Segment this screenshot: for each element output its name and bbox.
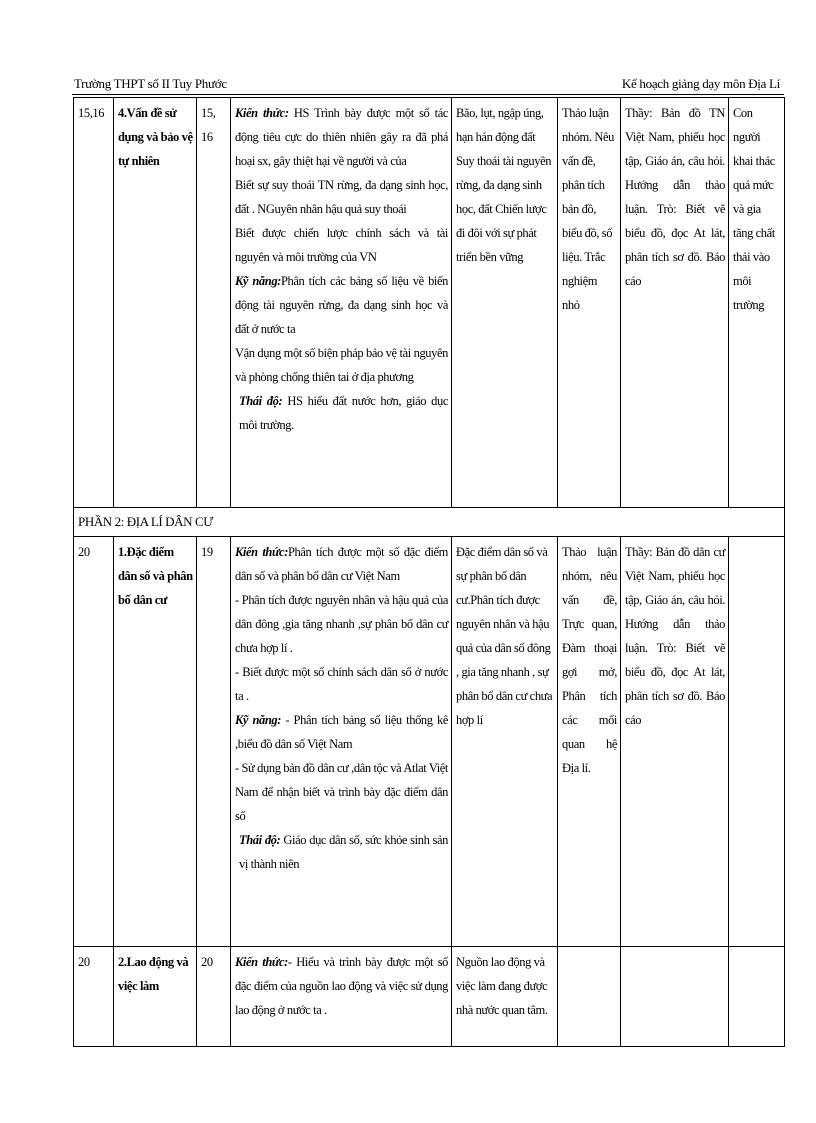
header-divider — [72, 94, 784, 95]
skill-label: Kỹ năng: — [235, 274, 281, 288]
knowledge-text: - Phân tích được nguyên nhân và hậu quả của dân đông ,gia tăng nhanh ,sự phân bố dân cư chưa hợp lí . — [235, 593, 448, 655]
knowledge-text: Phân tích được một số đặc điểm dân số và phân bố dân cư Việt Nam — [235, 545, 448, 583]
equipment-cell: Thầy: Bản đồ dân cư Việt Nam, phiếu học tập, Giáo án, câu hỏi. Hướng dẫn thảo luận. Trò: Biết vẽ biểu đồ, đọc At lát, phân tích sơ đồ. Báo cáo — [621, 537, 729, 947]
objectives-cell — [231, 98, 452, 508]
attitude-text: Giáo dục dân số, sức khỏe sinh sản vị thành niên — [239, 833, 448, 871]
attitude-label: Thái độ: — [239, 394, 283, 408]
content-cell: Bão, lụt, ngập úng, hạn hán động đất Suy thoái tài nguyên rừng, đa dạng sinh học, đất Chiến lược đi đôi với sự phát triển bền vững — [452, 98, 558, 508]
periods-cell: 15, 16 — [197, 98, 231, 508]
section-title: PHẦN 2: ĐỊA LÍ DÂN CƯ — [74, 508, 785, 537]
periods-cell: 19 — [197, 537, 231, 947]
table-row — [74, 537, 785, 947]
content-cell: Nguồn lao động và việc làm đang được nhà nước quan tâm. — [452, 947, 558, 1047]
school-name: Trường THPT số II Tuy Phước — [74, 76, 227, 91]
method-cell: Thảo luận nhóm. Nêu vấn đề, phân tích bản đồ, biểu đồ, số liệu. Trắc nghiệm nhỏ — [558, 98, 621, 508]
skill-text: Vận dụng một số biện pháp bảo vệ tài nguyên và phòng chống thiên tai ở địa phương — [235, 346, 448, 384]
week-cell: 15,16 — [74, 98, 114, 508]
objectives-cell — [231, 537, 452, 947]
integration-cell: Con người khai thác quá mức và gia tăng chất thải vào môi trường — [729, 98, 785, 508]
table-row — [74, 98, 785, 508]
equipment-cell: Thầy: Bản đồ TN Việt Nam, phiếu học tập, Giáo án, câu hỏi. Hướng dẫn thảo luận. Trò: Biết vẽ biểu đồ, đọc At lát, phân tích sơ đồ. Báo cáo — [621, 98, 729, 508]
knowledge-text: - Biết được một số chính sách dân số ở nước ta . — [235, 665, 448, 703]
attitude-label: Thái độ: — [239, 833, 281, 847]
knowledge-label: Kiến thức: — [235, 106, 289, 120]
integration-cell — [729, 947, 785, 1047]
content-cell: Đặc điểm dân số và sự phân bố dân cư.Phân tích được nguyên nhân và hậu quả của dân số đông , gia tăng nhanh , sự phân bố dân cư chưa hợp lí — [452, 537, 558, 947]
table-row — [74, 947, 785, 1047]
week-cell: 20 — [74, 537, 114, 947]
lesson-plan-table — [73, 97, 785, 1047]
skill-text: - Sử dụng bản đồ dân cư ,dân tộc và Atlat Việt Nam để nhận biết và trình bày đặc điểm dân số — [235, 761, 448, 823]
topic-cell: 2.Lao động và việc làm — [114, 947, 197, 1047]
topic-cell: 1.Đặc điểm dân số và phân bố dân cư — [114, 537, 197, 947]
knowledge-label: Kiến thức: — [235, 545, 288, 559]
topic-cell: 4.Vấn đề sử dụng và bảo vệ tự nhiên — [114, 98, 197, 508]
knowledge-text: Biết được chiến lược chính sách và tài nguyên và môi trường của VN — [235, 226, 448, 264]
knowledge-text: HS Trình bày được một số tác động tiêu cực do thiên nhiên gây ra đã phá hoại sx, gây thiệt hại về người và của — [235, 106, 449, 168]
periods-cell: 20 — [197, 947, 231, 1047]
knowledge-text: Biết sự suy thoái TN rừng, đa dạng sinh học, đất . NGuyên nhân hậu quả suy thoái — [235, 178, 448, 216]
integration-cell — [729, 537, 785, 947]
skill-text: Phân tích các bảng số liệu về biến động tài nguyên rừng, đa dạng sinh học và đất ở nước ta — [235, 274, 448, 336]
document-title: Kế hoạch giảng dạy môn Địa Lí — [621, 76, 780, 91]
objectives-cell — [231, 947, 452, 1047]
attitude-text: HS hiểu đất nước hơn, giáo dục môi trường. — [239, 394, 449, 432]
method-cell: Thảo luận nhóm, nêu vấn đề, Trực quan, Đàm thoại gợi mở, Phân tích các mối quan hệ Địa lí. — [558, 537, 621, 947]
week-cell: 20 — [74, 947, 114, 1047]
section-row — [74, 508, 785, 537]
skill-label: Kỹ năng: — [235, 713, 282, 727]
method-cell — [558, 947, 621, 1047]
knowledge-text: - Hiểu và trình bày được một số đặc điểm của nguồn lao động và việc sử dụng lao động ở nước ta . — [235, 955, 449, 1017]
knowledge-label: Kiến thức: — [235, 955, 288, 969]
equipment-cell — [621, 947, 729, 1047]
skill-text: - Phân tích bảng số liệu thống kê ,biểu đồ dân số Việt Nam — [235, 713, 448, 751]
